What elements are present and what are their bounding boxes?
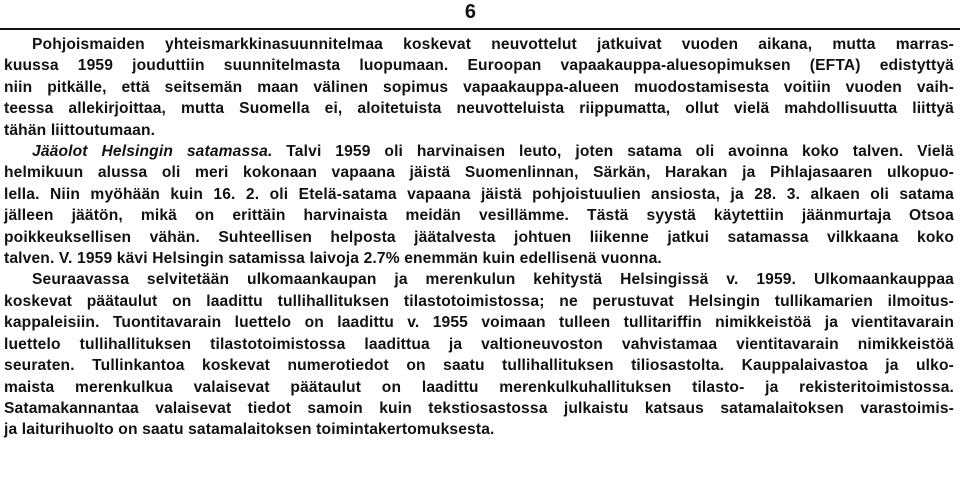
- line-text: niin pitkälle, että seitsemän maan välinen sopimus vapaakauppa-alueen muodostamisesta voitiin vuoden vaih-: [4, 78, 954, 96]
- text-line: [4, 98, 954, 119]
- text-line: [4, 312, 954, 333]
- line-text: poikkeuksellisen vähän. Suhteellisen helposta jäätalvesta johtuen liikenne jatkui satamassa vilkkaana koko: [4, 228, 954, 246]
- line-text: tähän liittoutumaan.: [4, 121, 156, 139]
- text-line: [4, 291, 954, 312]
- text-line: [4, 205, 954, 226]
- line-text: jälleen jäätön, mikä on erittäin harvinaista meidän vesillämme. Tästä syystä käytettiin jäänmurtaja Otsoa: [4, 207, 954, 225]
- line-text: Talvi 1959 oli harvinaisen leuto, joten satama oli avoinna koko talven. Vielä: [272, 143, 954, 161]
- text-line: [4, 227, 954, 248]
- text-line: [4, 55, 954, 76]
- line-text: teessa allekirjoittaa, mutta Suomella ei, aloitetuista neuvotteluista riippumatta, ollut vielä mahdollisuutta liittyä: [4, 100, 954, 118]
- line-text: luettelo tullihallituksen tilastotoimistossa laadittua ja valtioneuvoston vahvistamaa vientitavarain nimikkeistöä: [4, 335, 954, 353]
- text-line: [4, 248, 954, 269]
- line-text: koskevat päätaulut on laadittu tullihallituksen tilastotoimistossa; ne perustuvat Helsingin tullikamarien ilmoitus-: [4, 292, 954, 310]
- text-line: [4, 184, 954, 205]
- text-line: [4, 162, 954, 183]
- line-text: kappaleisiin. Tuontitavarain luettelo on laadittu v. 1955 voimaan tulleen tullitariffin nimikkeistöä ja vientitavarain: [4, 314, 954, 332]
- line-text: ja laiturihuolto on saatu satamalaitoksen toimintakertomuksesta.: [4, 421, 495, 439]
- page-number: 6: [464, 1, 476, 23]
- line-text: lella. Niin myöhään kuin 16. 2. oli Etelä-satama vapaana jäistä pohjoistuulien ansiosta, ja 28. 3. alkaen oli satama: [4, 185, 954, 203]
- text-line: [4, 77, 954, 98]
- line-text: maista merenkulkua valaisevat päätaulut on laadittu merenkulkuhallituksen tilasto- ja rekisteritoimistossa.: [4, 378, 954, 396]
- document-body: [4, 34, 954, 441]
- header-rule: [0, 28, 960, 30]
- text-line: [4, 398, 954, 419]
- text-line: [4, 34, 954, 55]
- text-line: [4, 419, 954, 440]
- text-line: [4, 141, 954, 162]
- text-line: [4, 377, 954, 398]
- line-text: Pohjoismaiden yhteismarkkinasuunnitelmaa koskevat neuvottelut jatkuivat vuoden aikana, mutta marras-: [32, 36, 954, 53]
- section-heading: Jääolot Helsingin satamassa.: [32, 143, 273, 161]
- line-text: Satamakannantaa valaisevat tiedot samoin kuin tekstiosastossa julkaistu katsaus satamalaitoksen varastoimis-: [4, 399, 954, 417]
- line-text: helmikuun alussa oli meri kokonaan vapaana jäistä Suomenlinnan, Särkän, Harakan ja Pihlajasaaren ulkopuo-: [4, 164, 954, 182]
- line-text: kuussa 1959 jouduttiin suunnitelmasta luopumaan. Euroopan vapaakauppa-aluesopimuksen (EFTA) edistyttyä: [4, 57, 954, 75]
- text-line: [4, 120, 954, 141]
- line-text: seuraten. Tullinkantoa koskevat numerotiedot on saatu tullihallituksen tiliosastolta. Kauppalaivastoa ja ulko-: [4, 357, 954, 375]
- line-text: talven. V. 1959 kävi Helsingin satamissa laivoja 2.7% enemmän kuin edellisenä vuonna.: [4, 250, 662, 268]
- line-text: Seuraavassa selvitetään ulkomaankaupan ja merenkulun kehitystä Helsingissä v. 1959. Ulkomaankauppaa: [32, 271, 954, 289]
- text-line: [4, 355, 954, 376]
- text-line: [4, 334, 954, 355]
- text-line: [4, 269, 954, 290]
